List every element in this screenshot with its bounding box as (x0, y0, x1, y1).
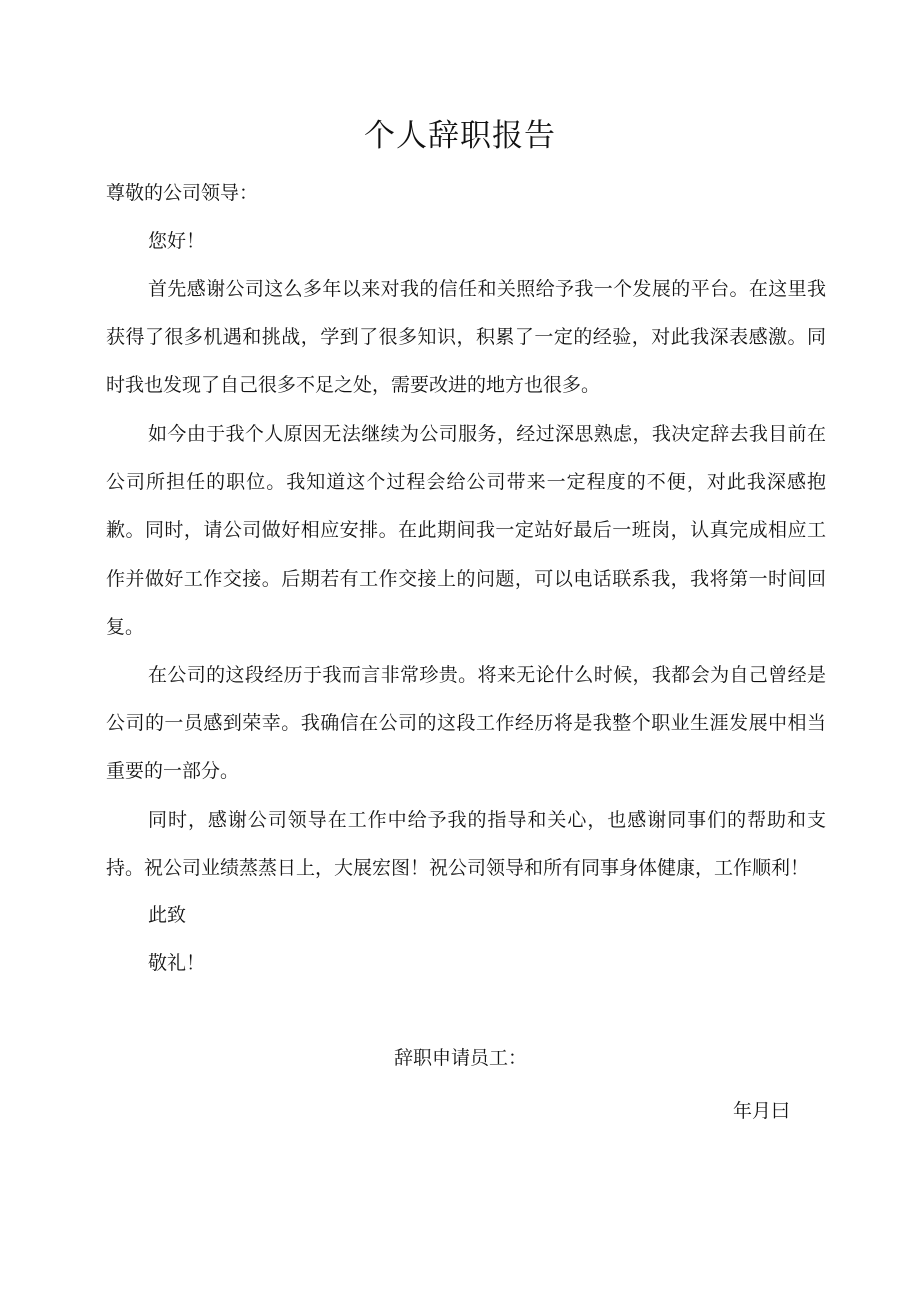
paragraph-2: 如今由于我个人原因无法继续为公司服务，经过深思熟虑，我决定辞去我目前在公司所担任的职位。我知道这个过程会给公司带来一定程度的不便，对此我深感抱歉。同时，请公司做好相应安排。在此期间我一定站好最后一班岗，认真完成相应工作并做好工作交接。后期若有工作交接上的问题，可以电话联系我，我将第一时间回复。 (106, 423, 826, 638)
document-title: 个人辞职报告 (364, 118, 556, 154)
greeting: 您好！ (148, 230, 206, 252)
signature-label: 辞职申请员工： (394, 1047, 528, 1069)
paragraph-4: 同时，感谢公司领导在工作中给予我的指导和关心，也感谢同事们的帮助和支持。祝公司业绩蒸蒸日上，大展宏图！祝公司领导和所有同事身体健康，工作顺利！ (106, 809, 826, 880)
closing-regards: 此致 (148, 904, 187, 926)
date-label: 年月曰 (733, 1100, 791, 1122)
paragraph-3: 在公司的这段经历于我而言非常珍贵。将来无论什么时候，我都会为自己曾经是公司的一员感到荣幸。我确信在公司的这段工作经历将是我整个职业生涯发展中相当重要的一部分。 (106, 664, 826, 783)
closing-salute: 敬礼！ (148, 952, 206, 974)
paragraph-1: 首先感谢公司这么多年以来对我的信任和关照给予我一个发展的平台。在这里我获得了很多机遇和挑战，学到了很多知识，积累了一定的经验，对此我深表感激。同时我也发现了自己很多不足之处，需要改进的地方也很多。 (106, 278, 826, 397)
salutation: 尊敬的公司领导： (106, 182, 259, 204)
